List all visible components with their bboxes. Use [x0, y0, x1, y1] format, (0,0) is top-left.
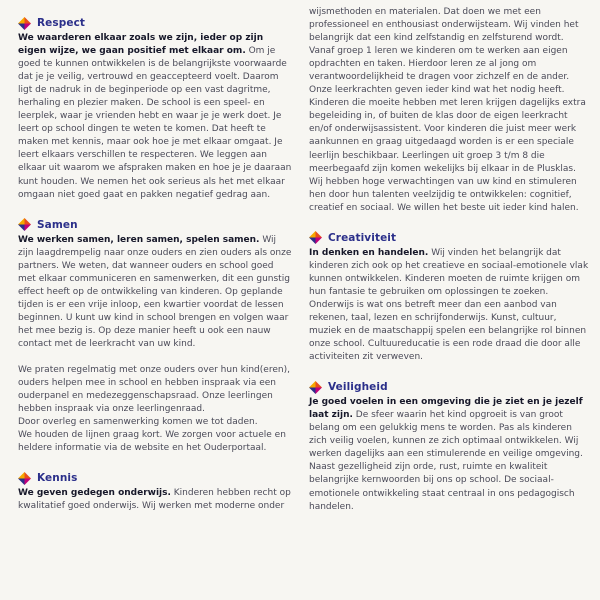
diamond-multicolor-icon: [309, 231, 322, 244]
diamond-multicolor-icon: [309, 381, 322, 394]
diamond-multicolor-icon: [18, 218, 31, 231]
section-header: [18, 216, 294, 234]
diamond-multicolor-icon: [18, 17, 31, 30]
section-body: Wij zijn laagdrempelig naar onze ouders en zien ouders als onze partners. We weten, dat wanneer ouders en school goed met elkaar communiceren en samenwerken, dit een gunstig effect heeft op de ontwikkeling van kinderen. Op geplande tijden is er een vrije inloop, een kwartier voordat de lessen beginnen. U kunt uw kind in school brengen en volgen waar het mee bezig is. Op deze manier heeft u ook een nauw contact met de leerkracht van uw kind.: [18, 234, 292, 349]
section-header: [18, 469, 294, 487]
section-respect: [18, 14, 294, 202]
left-column: [18, 6, 294, 513]
section-body: De sfeer waarin het kind opgroeit is van groot belang om een gelukkig mens te worden. Pas als kinderen zich veilig voelen, kunnen ze zich optimaal ontwikkelen. Wij werken dagelijks aan een stimulerende en veilige omgeving. Naast gezelligheid zijn orde, rust, ruimte en kwaliteit belangrijke kernwoorden bij ons op school. De sociaal-emotionele ontwikkeling staat centraal in ons pedagogisch handelen.: [309, 410, 583, 512]
section-title: Samen: [37, 218, 78, 231]
section-lead: Je goed voelen in een omgeving die je ziet en je jezelf laat zijn.: [309, 397, 583, 421]
section-lead: We geven gedegen onderwijs.: [18, 488, 171, 499]
section-veiligheid: [309, 378, 591, 513]
section-body-2: We praten regelmatig met onze ouders over hun kind(eren), ouders helpen mee in school en hebben inspraak via een ouderpanel en medezeggenschapsraad. Onze leerlingen hebben inspraak via onze leerlingenraad.: [18, 365, 290, 415]
section-body: Om je goed te kunnen ontwikkelen is de belangrijkste voorwaarde dat je je veilig, vertrouwd en geaccepteerd voelt. Daarom ligt de nadruk in de beginperiode op een vast dagritme, herhaling en plezier maken. De school is een speel- en leerplek, waar je vrienden hebt en waar je je werk doet. Je leert op school dingen te weten te komen. Dat heeft te maken met kennis, maar ook hoe je met elkaar omgaat. Je leert elkaars verschillen te respecteren. We leggen aan elkaar uit waarom we afspraken maken en hoe je je daaraan kunt houden. We nemen het ook serieus als het met elkaar omgaan niet goed gaat en pakken negatief gedrag aan.: [18, 46, 292, 200]
section-text: [18, 487, 294, 513]
section-header: [309, 378, 591, 396]
diamond-multicolor-icon: [18, 472, 31, 485]
section-body: Kinderen hebben recht op kwalitatief goed onderwijs. Wij werken met moderne onder: [18, 488, 291, 512]
section-body: Wij vinden het belangrijk dat kinderen zich ook op het creatieve en sociaal-emotionele vlak kunnen ontwikkelen. Kinderen moeten de ruimte krijgen om hun fantasie te gebruiken om oplossingen te zoeken. Onderwijs is wat ons betreft meer dan een aanbod van rekenen, taal, lezen en schrijfonderwijs. Kunst, cultuur, muziek en de maatschappij spelen een belangrijke rol binnen onze school. Cultuureducatie is een rode draad die door alle activiteiten zit verweven.: [309, 247, 589, 363]
section-title: Kennis: [37, 472, 78, 485]
section-title: Respect: [37, 17, 86, 29]
section-body-3: Door overleg en samenwerking komen we tot daden.: [18, 417, 258, 428]
right-column: [309, 6, 591, 514]
section-header: [309, 229, 591, 247]
section-header: [18, 14, 294, 32]
section-text: [18, 234, 294, 351]
spacer: [18, 351, 294, 364]
section-lead: We waarderen elkaar zoals we zijn, ieder op zijn eigen wijze, we gaan positief met elkaar om.: [18, 33, 264, 57]
section-lead: We werken samen, leren samen, spelen samen.: [18, 234, 260, 245]
section-title: Veiligheid: [328, 381, 388, 394]
section-body: wijsmethoden en materialen. Dat doen we met een professioneel en enthousiast onderwijsteam. Wij vinden het belangrijk dat een kind zelfstandig en zelfsturend wordt. Vanaf groep 1 leren we kinderen om te werken aan eigen opdrachten en taken. Hierdoor leren ze al jong om verantwoordelijkheid te dragen voor zichzelf en de ander. Onze leerkrachten geven ieder kind wat het nodig heeft. Kinderen die moeite hebben met leren krijgen dagelijks extra begeleiding in, of buiten de klas door de eigen leerkracht en/of onderwijsassistent. Voor kinderen die juist meer werk aankunnen en graag uitgedaagd worden is er een speciale leerlijn beschikbaar. Leerlingen uit groep 3 t/m 8 die meerbegaafd zijn komen wekelijks bij elkaar in de Plusklas. Wij hebben hoge verwachtingen van uw kind en stimuleren hen door hun talenten veelzijdig te ontwikkelen: cognitief, creatief en sociaal. We willen het beste uit ieder kind halen.: [309, 7, 586, 213]
section-body-4: We houden de lijnen graag kort. We zorgen voor actuele en heldere informatie via de website en het Ouderportaal.: [18, 430, 286, 454]
section-title: Creativiteit: [328, 231, 397, 244]
section-creativiteit: [309, 229, 591, 364]
section-kennis-continued: [309, 6, 591, 215]
section-text: [18, 32, 294, 202]
section-kennis: [18, 469, 294, 513]
section-text: [309, 247, 591, 364]
section-text: [309, 396, 591, 513]
section-lead: In denken en handelen.: [309, 247, 429, 258]
section-samen: [18, 216, 294, 456]
